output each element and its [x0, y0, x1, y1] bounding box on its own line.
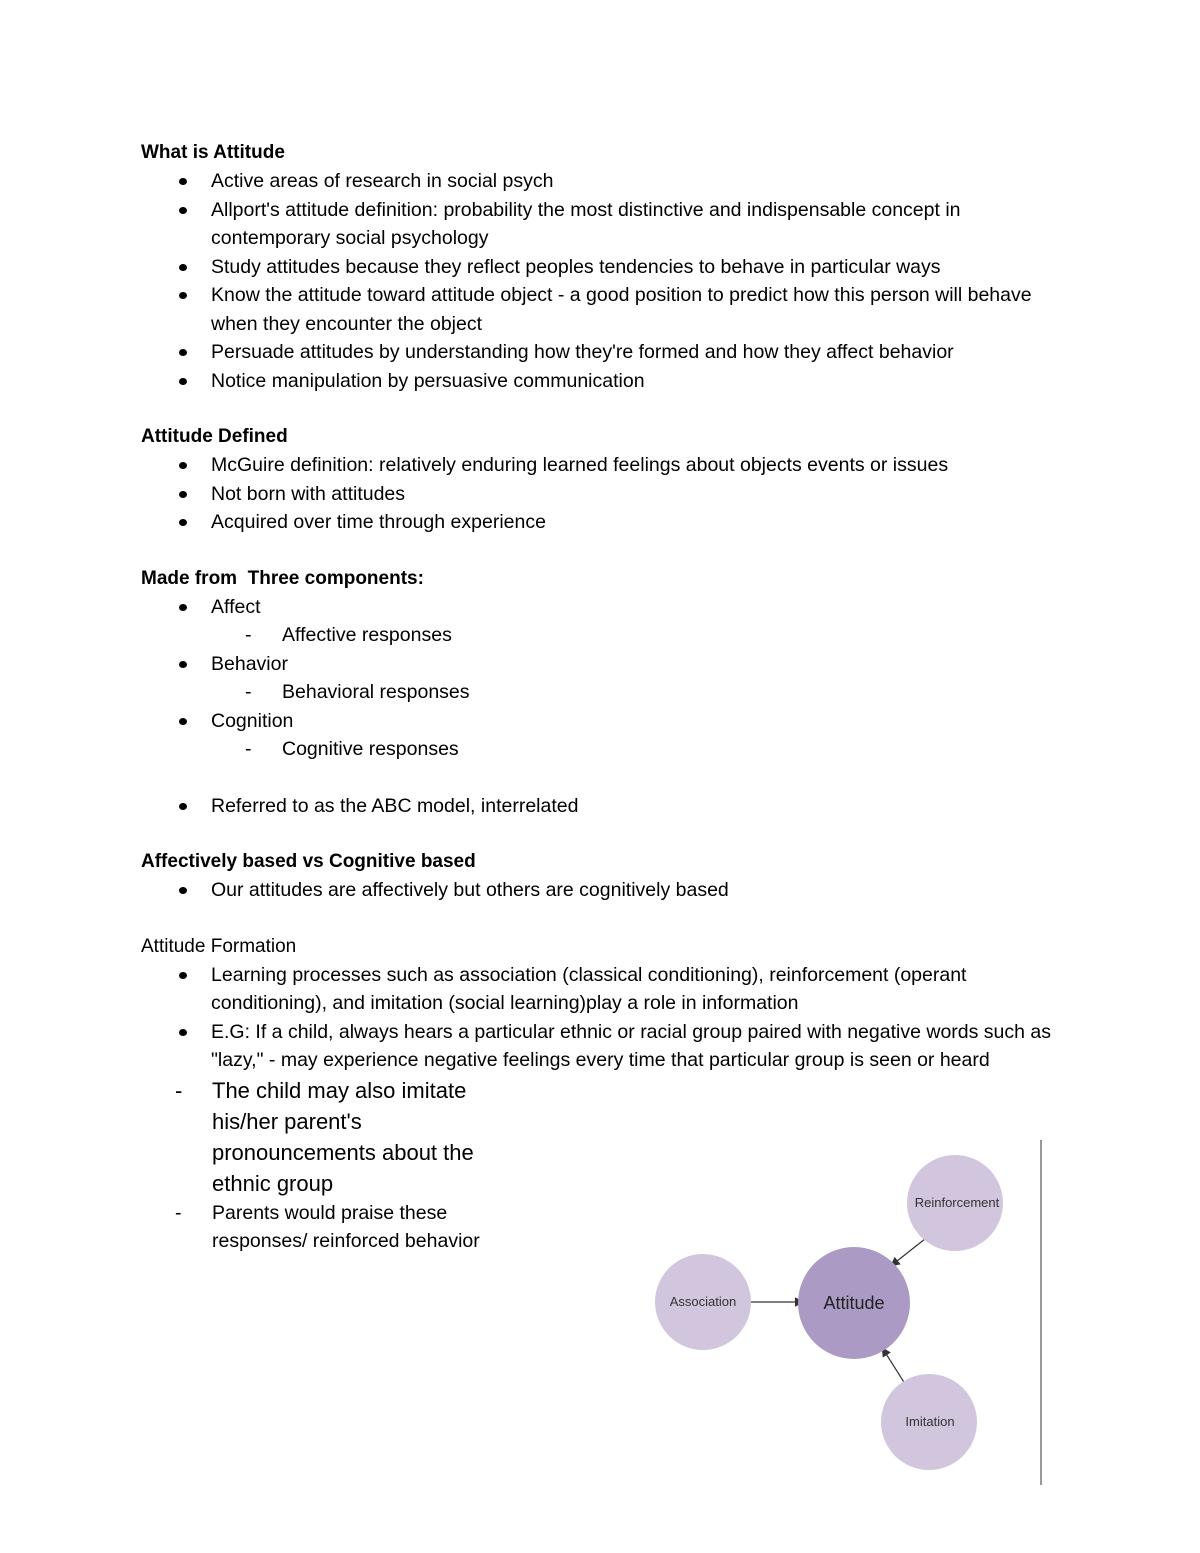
- list-item: Not born with attitudes: [141, 480, 1071, 509]
- divider-line: [1040, 1140, 1042, 1485]
- node-attitude-label: Attitude: [823, 1293, 885, 1313]
- sub-list-item: - Behavioral responses: [211, 678, 1071, 707]
- component-label: Behavior: [211, 652, 288, 675]
- attitude-formation-diagram: [640, 1135, 1060, 1485]
- sub-list-item: - Affective responses: [211, 621, 1071, 650]
- arrow-imitation: [883, 1349, 907, 1387]
- component-label: Cognition: [211, 709, 294, 732]
- list-item: E.G: If a child, always hears a particular ethnic or racial group paired with negative words such as "lazy," - may experience negative feelings every time that particular group is seen or heard: [141, 1018, 1071, 1075]
- list-item: Allport's attitude definition: probability the most distinctive and indispensable concept in contemporary social psychology: [141, 196, 1071, 253]
- section-heading: What is Attitude: [141, 142, 285, 163]
- list-item: Study attitudes because they reflect peoples tendencies to behave in particular ways: [141, 253, 1071, 282]
- section-heading: Attitude Defined: [141, 426, 288, 447]
- section-heading: Attitude Formation: [141, 935, 297, 957]
- node-association-label: Association: [669, 1294, 737, 1309]
- list-item: Referred to as the ABC model, interrelated: [141, 792, 1071, 821]
- list-item: McGuire definition: relatively enduring learned feelings about objects events or issues: [141, 451, 1071, 480]
- list-item: Acquired over time through experience: [141, 508, 1071, 537]
- sub-list-item: - Parents would praise these responses/ reinforced behavior: [141, 1199, 522, 1256]
- list-item: Notice manipulation by persuasive communication: [141, 367, 1071, 396]
- section-heading: Made from Three components:: [141, 567, 424, 589]
- list-item: Know the attitude toward attitude object - a good position to predict how this person will behave when they encounter the object: [141, 281, 1071, 338]
- list-item: [141, 593, 1071, 650]
- node-reinforcement-label: Reinforcement: [914, 1195, 1000, 1210]
- section-what-is-attitude: [141, 139, 1071, 395]
- component-label: Affect: [211, 595, 261, 618]
- list-item: [141, 650, 1071, 707]
- section-affective-vs-cognitive: [141, 848, 1071, 905]
- section-attitude-defined: [141, 423, 1071, 537]
- document-page: [141, 139, 1071, 1284]
- section-three-components: [141, 565, 1071, 821]
- section-heading: Affectively based vs Cognitive based: [141, 851, 476, 872]
- list-item: Persuade attitudes by understanding how they're formed and how they affect behavior: [141, 338, 1071, 367]
- sub-list: [141, 1075, 591, 1256]
- sub-list-item: - Cognitive responses: [211, 735, 1071, 764]
- list-item: Learning processes such as association (classical conditioning), reinforcement (operant conditioning), and imitation (social learning)play a role in information: [141, 961, 1071, 1018]
- list-item: [141, 707, 1071, 764]
- list-item: Our attitudes are affectively but others are cognitively based: [141, 876, 1071, 905]
- list-item: Active areas of research in social psych: [141, 167, 1071, 196]
- node-imitation-label: Imitation: [905, 1414, 955, 1429]
- sub-list-item: - The child may also imitate his/her parent's pronouncements about the ethnic group: [141, 1075, 522, 1199]
